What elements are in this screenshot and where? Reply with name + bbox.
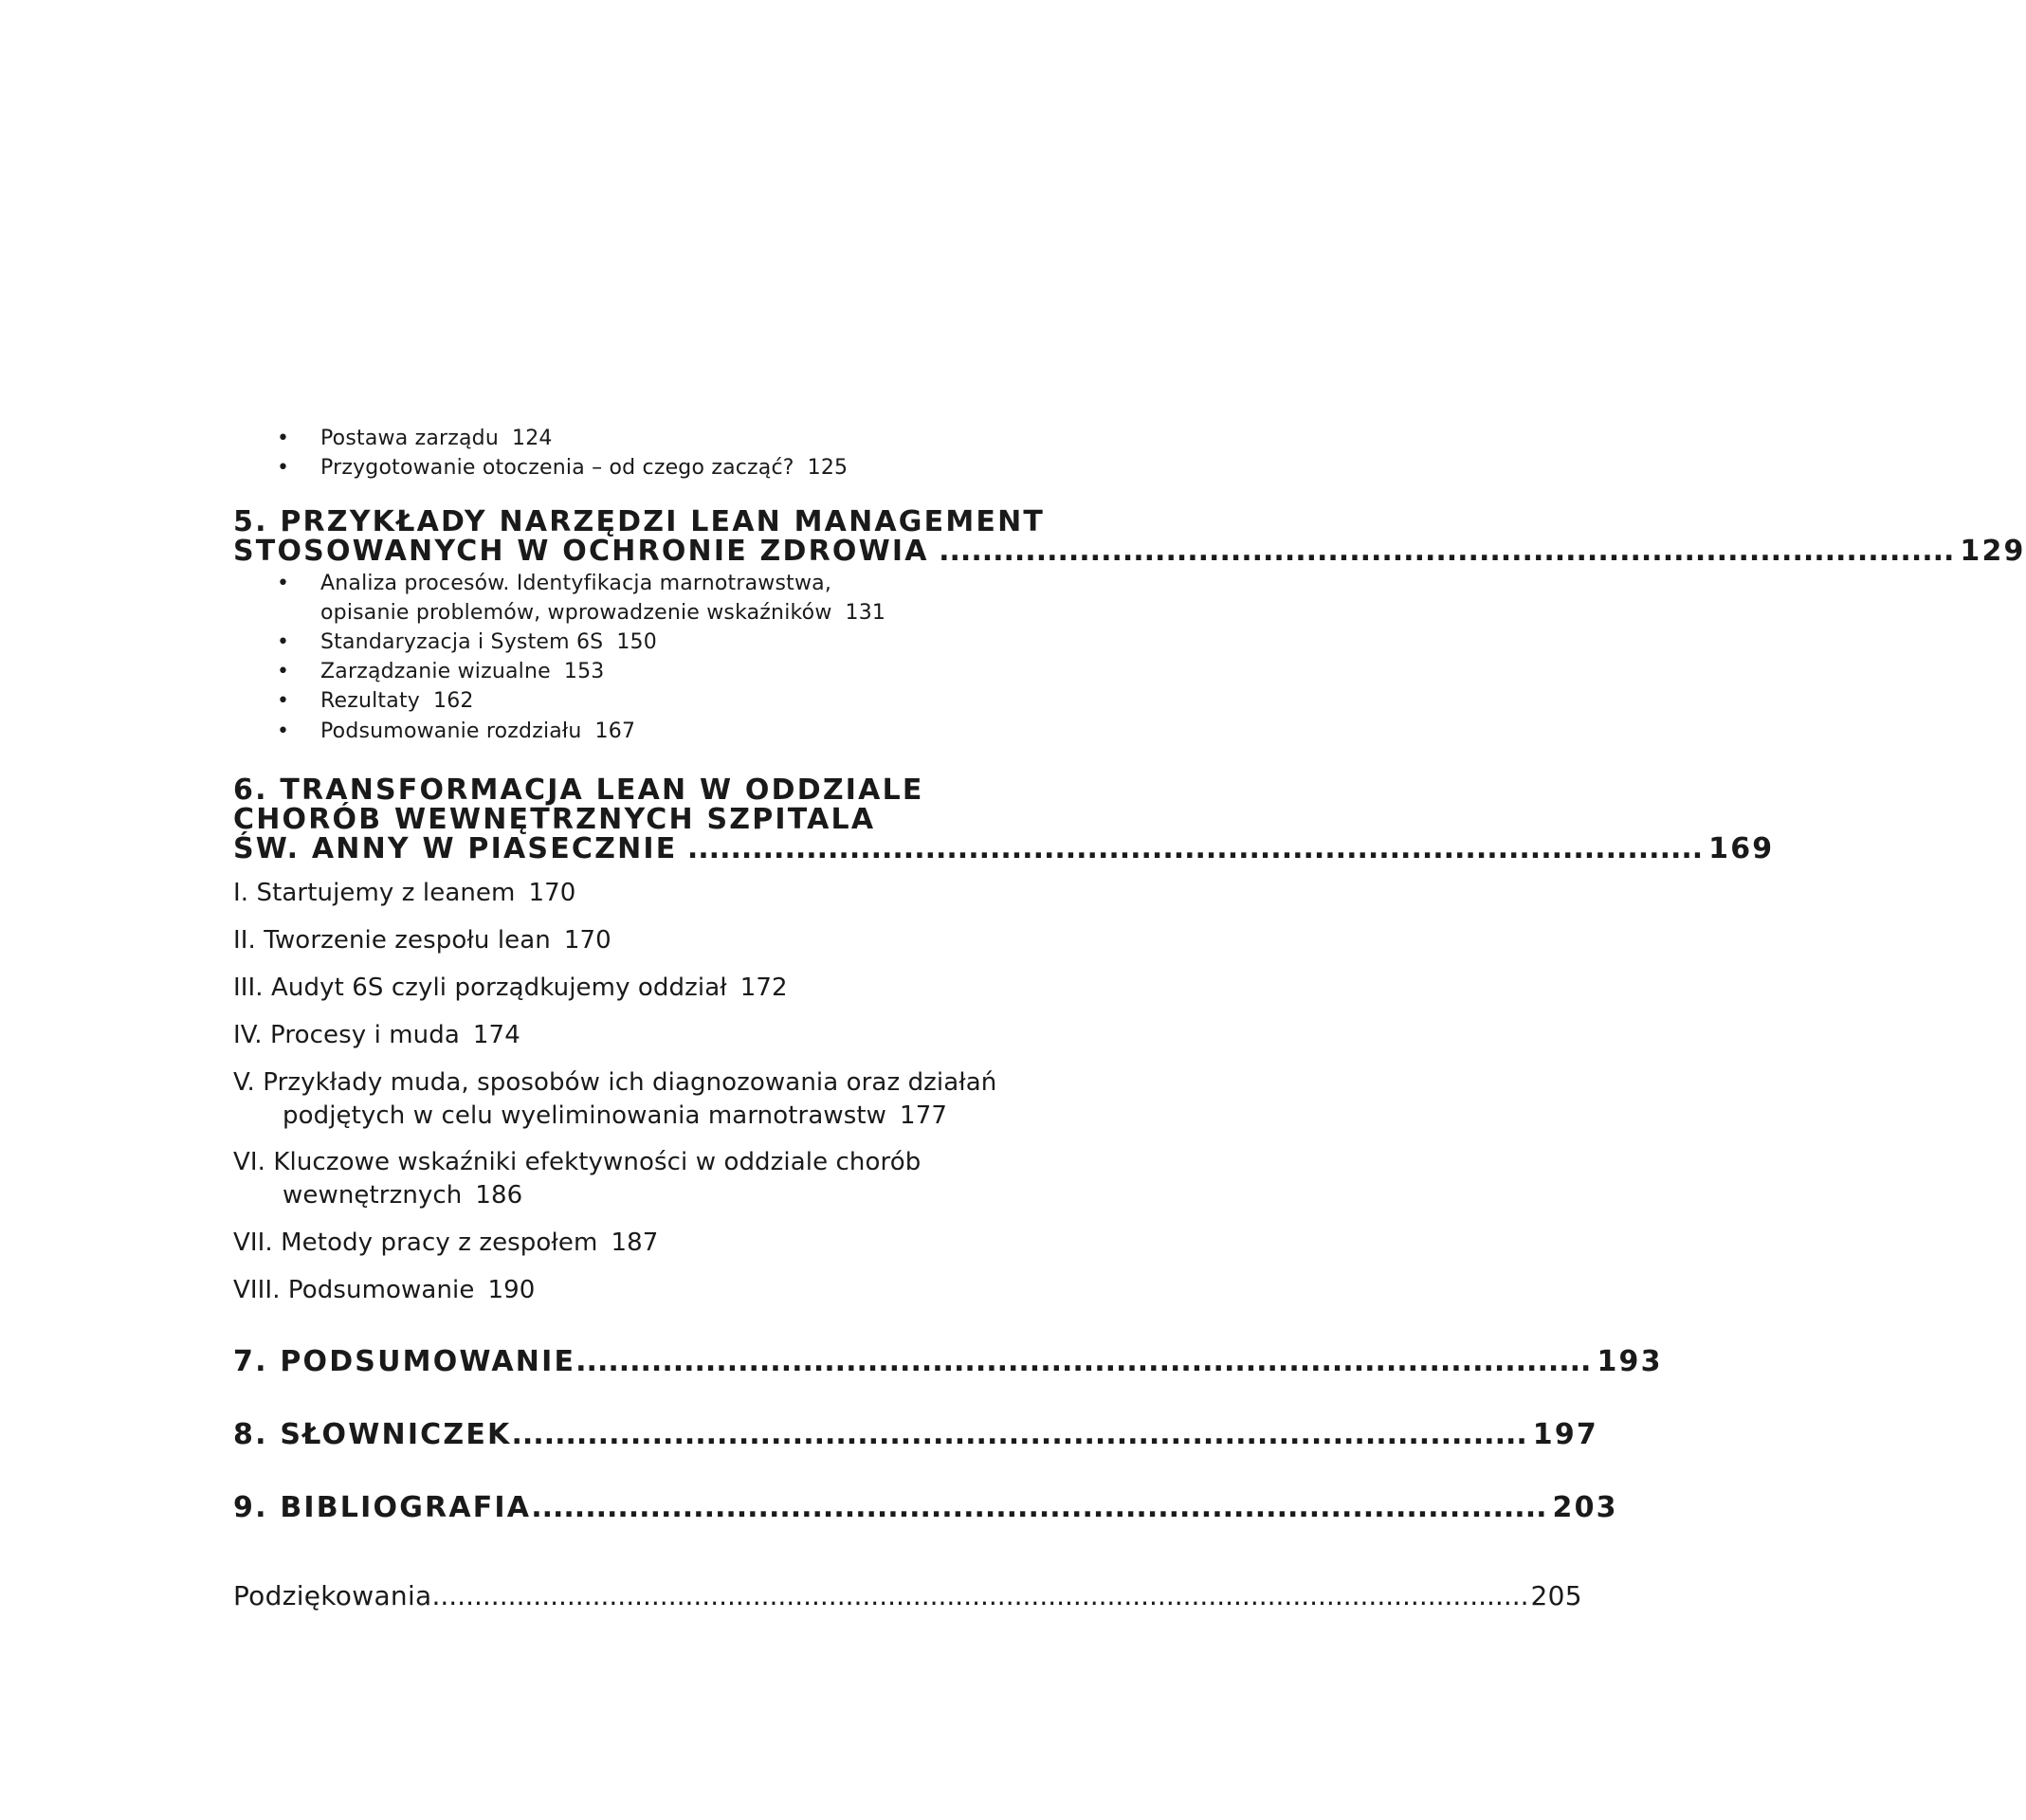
toc-entry-title: VIII. Podsumowanie xyxy=(233,1276,475,1304)
chapter-5-heading xyxy=(233,535,2026,568)
chapter-6-page: 169 xyxy=(1708,832,1775,865)
toc-entry-title: Zarządzanie wizualne xyxy=(320,660,551,683)
bullet-marker: • xyxy=(277,719,290,743)
toc-entry-title: V. Przykłady muda, sposobów ich diagnozowania oraz działań xyxy=(233,1068,997,1097)
chapter-8-title: 8. SŁOWNICZEK xyxy=(233,1418,512,1451)
toc-entry-title: wewnętrznych xyxy=(283,1181,463,1210)
bullet-marker: • xyxy=(277,456,290,480)
toc-page-number: 187 xyxy=(611,1228,659,1257)
toc-section xyxy=(233,1019,520,1052)
chapter-8-page: 197 xyxy=(1532,1418,1599,1451)
toc-entry-title: VI. Kluczowe wskaźniki efektywności w oddziale chorób xyxy=(233,1148,922,1176)
toc-page xyxy=(233,0,2026,1820)
toc-page-number: 190 xyxy=(487,1276,536,1304)
bullet-marker: • xyxy=(277,689,290,713)
chapter-6-title-line1: 6. TRANSFORMACJA LEAN W ODDZIALE xyxy=(233,774,924,807)
chapter-5-title-line2: STOSOWANYCH W OCHRONIE ZDROWIA xyxy=(233,535,929,568)
toc-entry-title: VII. Metody pracy z zespołem xyxy=(233,1228,598,1257)
bullet-marker: • xyxy=(277,572,290,595)
chapter-7-heading xyxy=(233,1345,1663,1378)
toc-page-number: 172 xyxy=(739,974,788,1002)
chapter-9-page: 203 xyxy=(1552,1491,1618,1524)
toc-page-number: 153 xyxy=(563,660,605,683)
chapter-9-title: 9. BIBLIOGRAFIA xyxy=(233,1491,532,1524)
dot-leader: .............................................................................................. xyxy=(928,535,1955,568)
chapter-7-title: 7. PODSUMOWANIE xyxy=(233,1345,576,1378)
toc-entry-title: Przygotowanie otoczenia – od czego zacząć? xyxy=(320,456,794,480)
toc-page-number: 131 xyxy=(845,601,886,625)
chapter-6-title-line3: ŚW. ANNY W PIASECZNIE xyxy=(233,832,678,865)
chapter-6-title-line2: CHORÓB WEWNĘTRZNYCH SZPITALA xyxy=(233,803,876,836)
toc-page-number: 170 xyxy=(563,926,611,955)
toc-page-number: 167 xyxy=(594,719,636,743)
dot-leader: .............................................................................................. xyxy=(511,1418,1527,1451)
toc-section xyxy=(233,1274,535,1307)
toc-section xyxy=(233,1227,658,1260)
toc-page-number: 186 xyxy=(475,1181,523,1210)
toc-page-number: 125 xyxy=(807,456,849,480)
toc-section xyxy=(233,877,575,910)
toc-entry-title: Standaryzacja i System 6S xyxy=(320,630,604,654)
toc-entry-title: podjętych w celu wyeliminowania marnotrawstw xyxy=(283,1101,887,1130)
toc-entry-title: IV. Procesy i muda xyxy=(233,1021,460,1049)
chapter-9-heading xyxy=(233,1491,1618,1524)
toc-page-number: 150 xyxy=(616,630,657,654)
toc-entry-title: Rezultaty xyxy=(320,689,420,713)
toc-page-number: 170 xyxy=(528,879,576,907)
bullet-marker: • xyxy=(277,630,290,654)
toc-entry-title: opisanie problemów, wprowadzenie wskaźników xyxy=(320,601,832,625)
dot-leader: .............................................................................................. xyxy=(531,1491,1547,1524)
bullet-marker: • xyxy=(277,427,290,450)
toc-page-number: 124 xyxy=(512,427,553,450)
toc-entry-title: Podsumowanie rozdziału xyxy=(320,719,582,743)
toc-entry-title: III. Audyt 6S czyli porządkujemy oddział xyxy=(233,974,727,1002)
toc-entry-title: I. Startujemy z leanem xyxy=(233,879,516,907)
chapter-8-heading xyxy=(233,1418,1599,1451)
acknowledgements-title: Podziękowania xyxy=(233,1580,432,1611)
toc-section xyxy=(233,924,611,957)
toc-section xyxy=(233,1066,996,1133)
dot-leader: .................................................................................................................................. xyxy=(431,1580,1529,1611)
chapter-7-page: 193 xyxy=(1597,1345,1663,1378)
dot-leader: .............................................................................................. xyxy=(677,832,1704,865)
toc-page-number: 177 xyxy=(900,1101,947,1130)
chapter-6-heading xyxy=(233,832,1775,865)
dot-leader: .............................................................................................. xyxy=(575,1345,1592,1378)
toc-page-number: 174 xyxy=(472,1021,520,1049)
chapter-5-page: 129 xyxy=(1960,535,2026,568)
bullet-marker: • xyxy=(277,660,290,683)
toc-entry-title: Postawa zarządu xyxy=(320,427,499,450)
acknowledgements-page: 205 xyxy=(1530,1580,1582,1611)
toc-entry-title: Analiza procesów. Identyfikacja marnotrawstwa, xyxy=(320,572,832,595)
toc-section xyxy=(233,972,788,1005)
chapter-5-title-line1: 5. PRZYKŁADY NARZĘDZI LEAN MANAGEMENT xyxy=(233,505,1046,538)
acknowledgements-entry xyxy=(233,1580,1582,1612)
toc-page-number: 162 xyxy=(433,689,474,713)
toc-entry-title: II. Tworzenie zespołu lean xyxy=(233,926,551,955)
toc-section xyxy=(233,1146,921,1212)
